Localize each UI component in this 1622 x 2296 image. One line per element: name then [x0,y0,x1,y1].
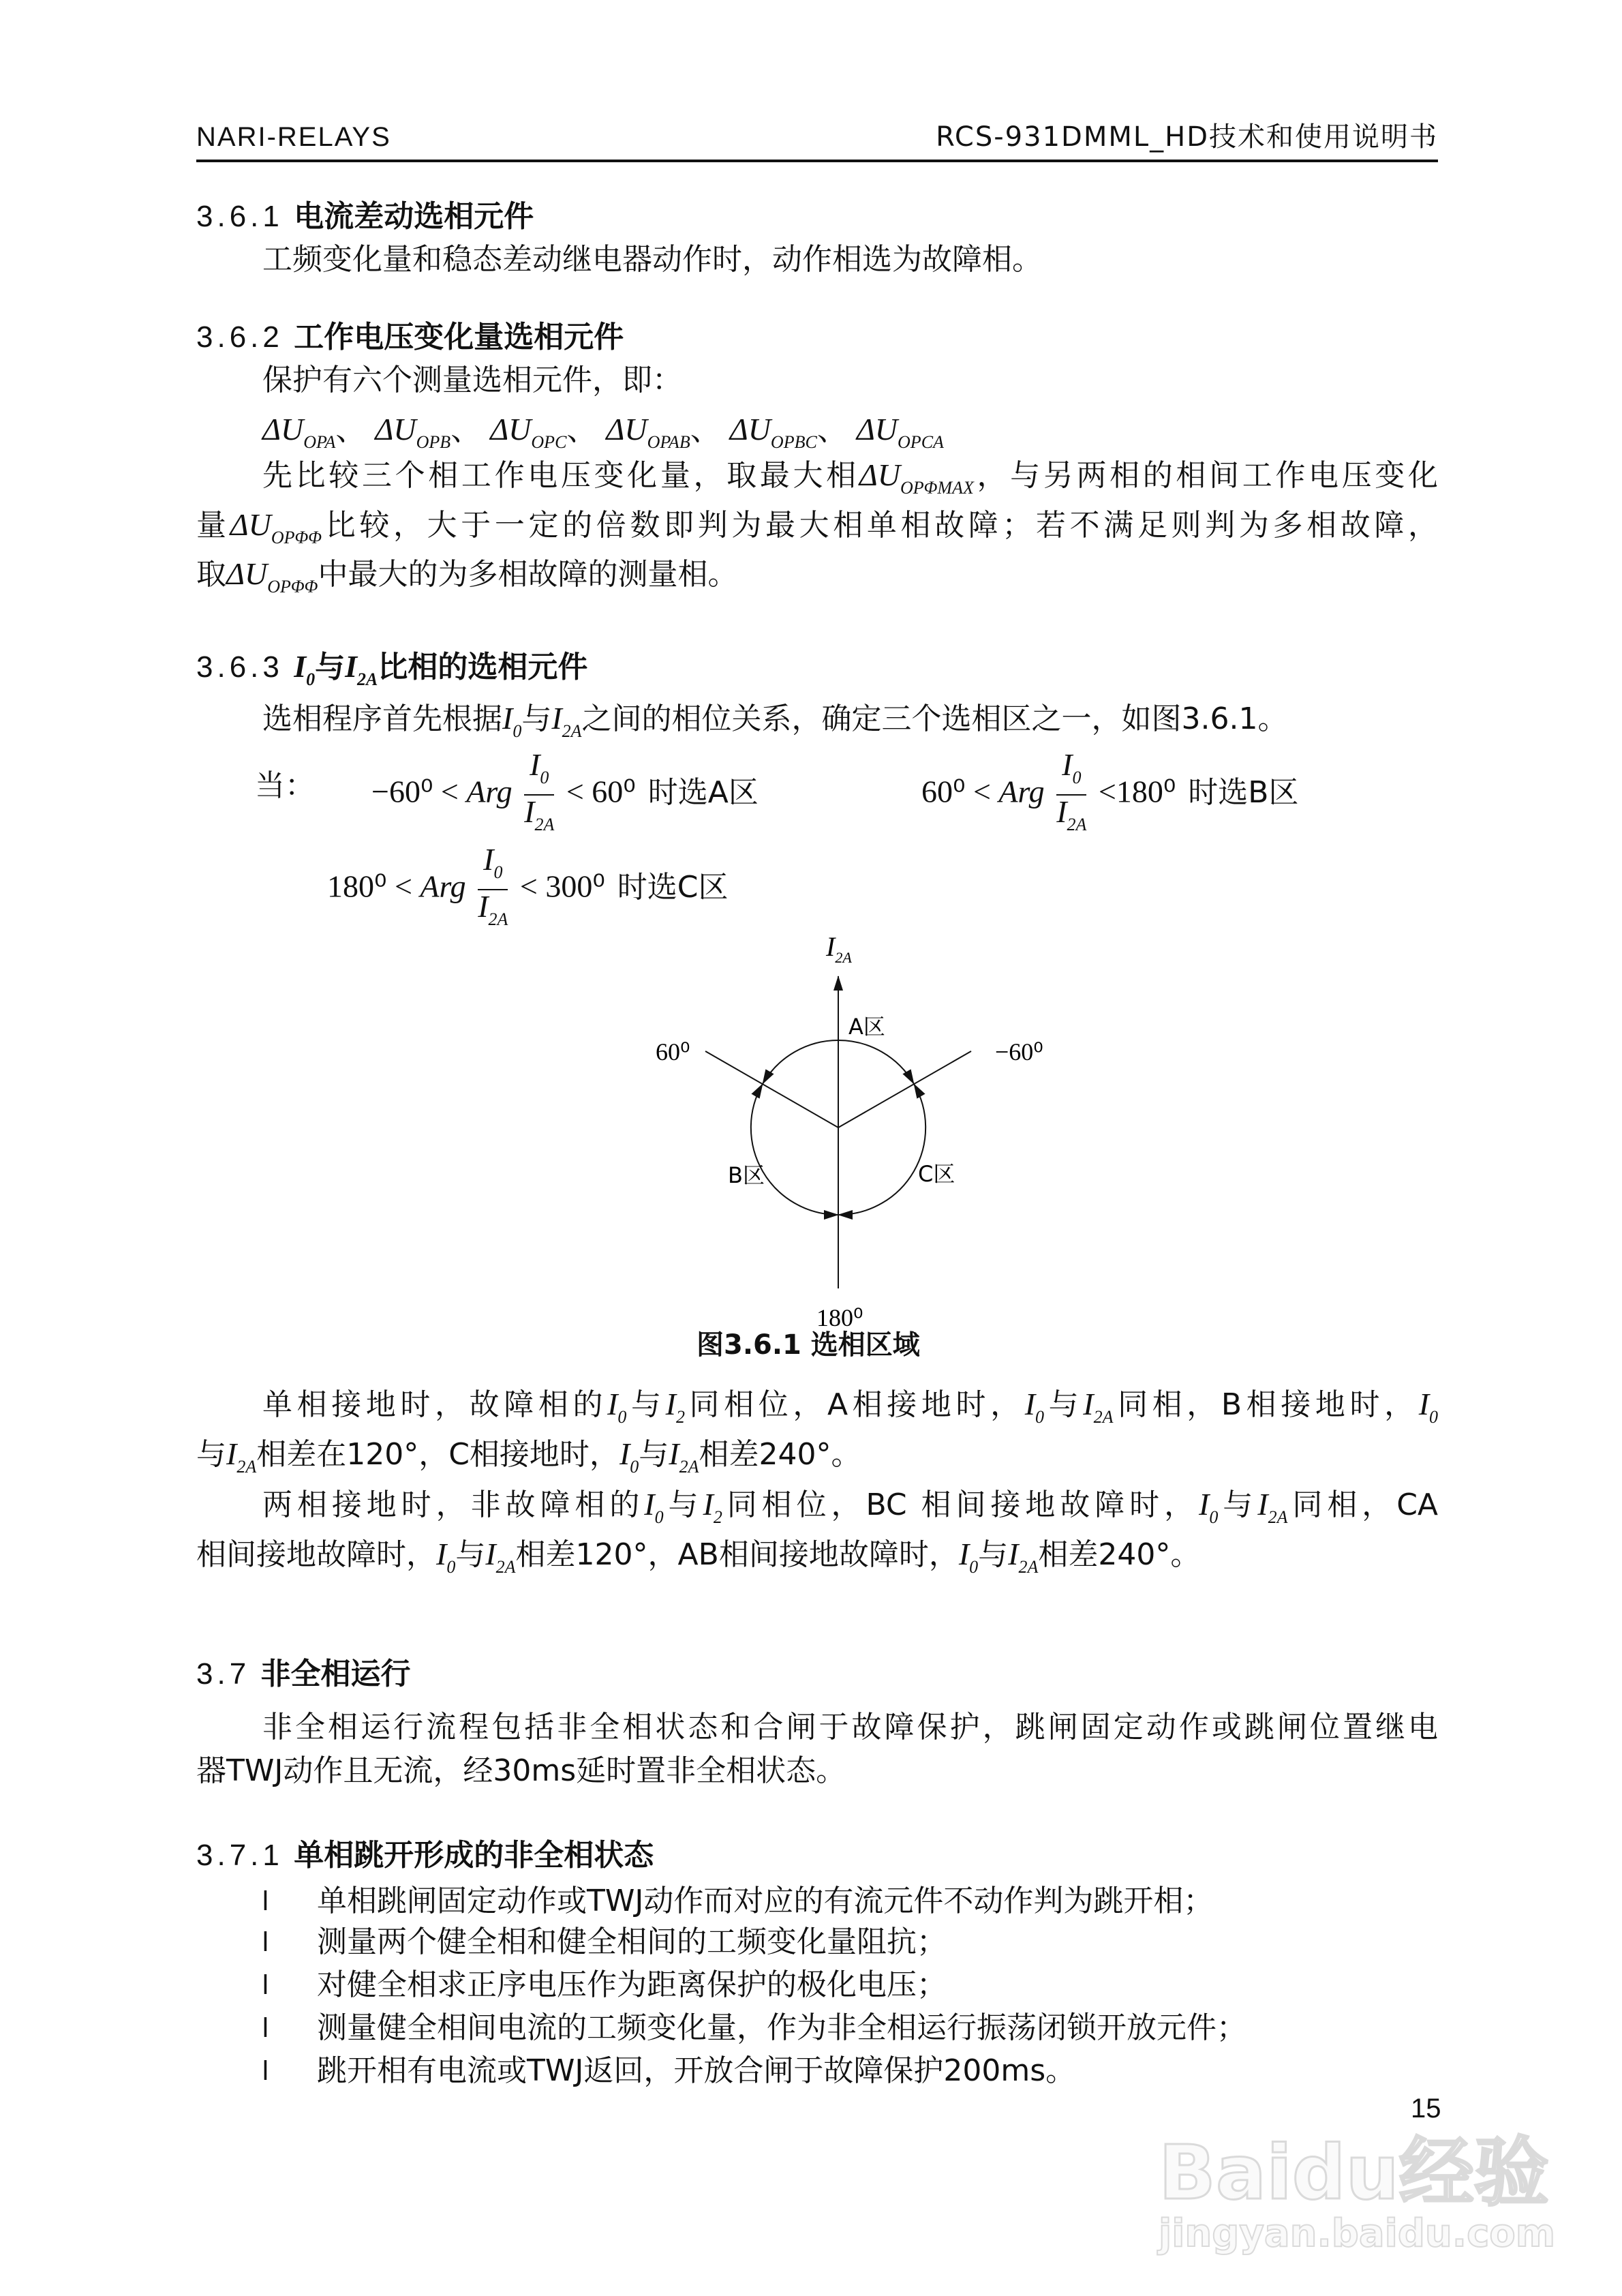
bullet-icon: l [262,1927,269,1957]
angle-label-180: 180⁰ [816,1304,863,1331]
arc-zone-c [838,1084,925,1215]
zone-b-label: B区 [728,1162,765,1188]
section-title: 比相的选相元件 [378,650,588,684]
paragraph-line: 相间接地故障时，$I_0$与$I_{2A}$相差120°，AB相间接地故障时，$I_0$与$I_{2A}$相差240°。 [196,1537,1201,1577]
header-doc-title: RCS-931DMML_HD技术和使用说明书 [936,121,1438,153]
boundary-60 [705,1051,838,1128]
when-label: 当： [255,768,315,803]
phase-selection-diagram [613,920,1090,1343]
axis-label: $I_{2A}$ [826,931,852,966]
paragraph: 工频变化量和稳态差动继电器动作时，动作相选为故障相。 [262,242,1042,277]
paragraph-line: 非全相运行流程包括非全相状态和合闸于故障保护，跳闸固定动作或跳闸位置继电 [262,1710,1438,1744]
section-number: 3.6.2 [196,320,284,354]
section-title: 电流差动选相元件 [294,199,534,234]
baidu-watermark [1159,2129,1556,2256]
boundary-minus-60 [838,1051,971,1128]
paragraph-line: 两相接地时，非故障相的$I_0$与$I_2$同相位，BC 相间接地故障时，$I_0$与$I_{2A}$同相，CA [262,1487,1439,1527]
bullet-icon: l [262,2013,269,2043]
paragraph-line: 先比较三个相工作电压变化量，取最大相$\Delta U_{OP\Phi MAX}$，与另两相的相间工作电压变化 [262,457,1439,498]
section-3-7-1-heading [196,1839,654,1873]
arc-zone-b [751,1084,838,1215]
list-item: 跳开相有电流或TWJ返回，开放合闸于故障保护200ms。 [317,2053,1076,2088]
list-item: 对健全相求正序电压作为距离保护的极化电压； [317,1967,947,2002]
watermark-logo: Baidu经验 [1159,2129,1549,2216]
watermark-url: jingyan.baidu.com [1159,2211,1556,2256]
formula-zone-b: 60⁰ < Arg $\frac{I_0}{I_{2A}}$ <180⁰ 时选B区 [921,747,1299,834]
section-title: 工作电压变化量选相元件 [294,320,624,354]
list-item: 测量健全相间电流的工频变化量，作为非全相运行振荡闭锁开放元件； [317,2010,1246,2045]
angle-label-minus-60: −60⁰ [995,1038,1043,1066]
page-number: 15 [1411,2094,1441,2124]
list-item: 测量两个健全相和健全相间的工频变化量阻抗； [317,1924,947,1959]
paragraph-line: 与$I_{2A}$相差在120°，C相接地时，$I_0$与$I_{2A}$相差240°。 [196,1436,861,1477]
section-number: 3.6.3 [196,650,284,684]
paragraph: 选相程序首先根据$I_0$与$I_{2A}$之间的相位关系，确定三个选相区之一，如图3.6.1。 [262,701,1288,741]
section-3-6-1-heading [196,200,534,234]
paragraph-line: 单相接地时，故障相的$I_0$与$I_2$同相位，A相接地时，$I_0$与$I_{2A}$同相，B相接地时，$I_0$ [262,1387,1439,1427]
figure-caption: 图3.6.1 选相区域 [697,1329,920,1361]
measure-item: $\Delta U_{OPAB}$ [606,412,690,452]
section-3-7-heading [196,1657,411,1691]
measure-item: $\Delta U_{OPCA}$ [856,412,944,452]
zone-a-label: A区 [848,1014,885,1040]
section-title: 非全相运行 [260,1657,411,1691]
formula-zone-a: −60⁰ < Arg $\frac{I_0}{I_{2A}}$ < 60⁰ 时选A区 [371,747,759,834]
arc-zone-a-right [838,1040,914,1084]
section-number: 3.7 [196,1657,251,1691]
section-number: 3.7.1 [196,1839,284,1872]
paragraph-line: 量$\Delta U_{OP\Phi\Phi}$比较，大于一定的倍数即判为最大相单相故障；若不满足则判为多相故障， [196,507,1439,547]
bullet-icon: l [262,2056,269,2086]
section-3-6-2-heading [196,320,624,354]
header-rule [196,160,1438,162]
list-item: 单相跳闸固定动作或TWJ动作而对应的有流元件不动作判为跳开相； [317,1884,1214,1918]
section-title: 单相跳开形成的非全相状态 [294,1838,654,1873]
angle-label-60: 60⁰ [656,1038,690,1066]
measure-item: $\Delta U_{OPA}$ [262,412,336,452]
arc-zone-a-left [763,1040,838,1084]
formula-zone-c: 180⁰ < Arg $\frac{I_0}{I_{2A}}$ < 300⁰ 时选C区 [327,842,729,929]
section-3-6-3-heading: 3.6.3 $I_0$与$I_{2A}$比相的选相元件 [196,649,588,689]
paragraph: 保护有六个测量选相元件，即： [262,363,682,397]
header-company: NARI-RELAYS [196,122,391,152]
bullet-icon: l [262,1886,269,1916]
section-number: 3.6.1 [196,200,284,233]
zone-c-label: C区 [918,1161,955,1187]
measure-list: $\Delta U_{OPA}$、 $\Delta U_{OPB}$、 $\Delta U_{OPC}$、 $\Delta U_{OPAB}$、 $\Delta U_{OPBC}$、 $\Delta U_{OPCA}$ [262,412,944,452]
measure-item: $\Delta U_{OPB}$ [375,412,451,452]
measure-item: $\Delta U_{OPC}$ [490,412,567,452]
paragraph-line: 器TWJ动作且无流，经30ms延时置非全相状态。 [196,1753,846,1788]
measure-item: $\Delta U_{OPBC}$ [729,412,817,452]
bullet-icon: l [262,1970,269,2000]
paragraph-line: 取$\Delta U_{OP\Phi\Phi}$中最大的为多相故障的测量相。 [196,556,738,596]
